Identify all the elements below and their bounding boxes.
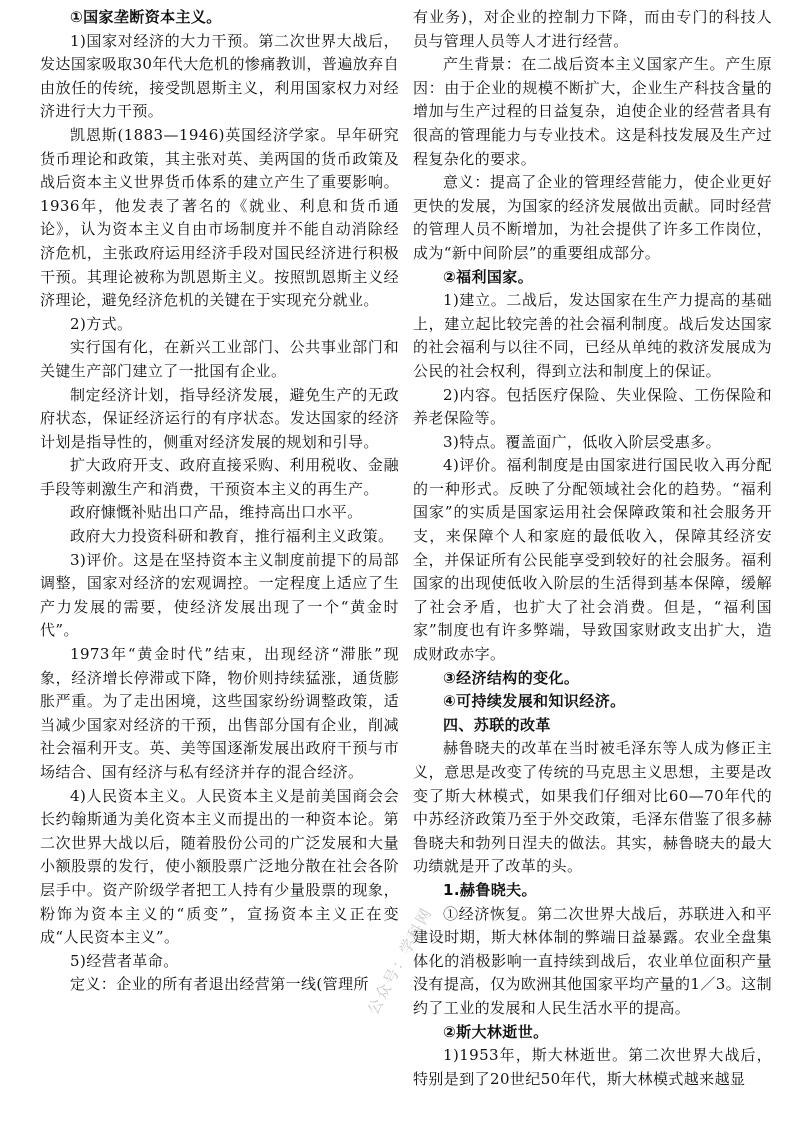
- paragraph: 5)经营者革命。: [70, 951, 179, 970]
- section-heading: 1.赫鲁晓夫。: [443, 880, 537, 899]
- paragraph: 制定经济计划，指导经济发展，避免生产的无政府状态，保证经济运行的有序状态。发达国家的经济计划是指导性的，侧重对经济发展的规划和引导。: [40, 385, 399, 451]
- paragraph: 政府大力投资科研和教育，推行福利主义政策。: [70, 527, 394, 546]
- paragraph: 有业务)，对企业的控制力下降，而由专门的科技人员与管理人员等人才进行经营。: [413, 8, 772, 50]
- paragraph: 3)评价。这是在坚持资本主义制度前提下的局部调整，国家对经济的宏观调控。一定程度上适应了生产力发展的需要，使经济发展出现了一个“黄金时代”。: [40, 550, 399, 640]
- paragraph: 产生背景：在二战后资本主义国家产生。产生原因：由于企业的规模不断扩大，企业生产科技含量的增加与生产过程的日益复杂，迫使企业的经营者具有很高的管理能力与专业技术。这是科技发展及生产过程复杂化的要求。: [413, 55, 772, 168]
- paragraph: 1973年“黄金时代”结束，出现经济“滞胀”现象，经济增长停滞或下降，物价则持续猛涨，通货膨胀严重。为了走出困境，这些国家纷纷调整政策，适当减少国家对经济的干预，出售部分国有企业，削减社会福利开支。英、美等国逐渐发展出政府干预与市场结合、国有经济与私有经济并存的混合经济。: [40, 645, 399, 781]
- paragraph: 意义：提高了企业的管理经营能力，使企业更好更快的发展，为国家的经济发展做出贡献。同时经营的管理人员不断增加，为社会提供了许多工作岗位，成为“新中间阶层”的重要组成部分。: [413, 173, 772, 262]
- section-heading: ①国家垄断资本主义。: [70, 8, 222, 26]
- paragraph: 2)内容。包括医疗保险、失业保险、工伤保险和养老保险等。: [413, 385, 772, 428]
- paragraph: 4)人民资本主义。人民资本主义是前美国商会会长约翰斯通为美化资本主义而提出的一种资本论。第二次世界大战以后，随着股份公司的广泛发展和大量小额股票的发行，使小额股票广泛地分散在社会各阶层手中。资产阶级学者把工人持有少量股票的现象，粉饰为资本主义的“质变”，宣扬资本主义正在变成“人民资本主义”。: [40, 786, 399, 947]
- paragraph: 4)评价。福利制度是由国家进行国民收入再分配的一种形式。反映了分配领域社会化的趋势。“福利国家”的实质是国家运用社会保障政策和社会服务开支，来保障个人和家庭的最低收入，保障其经济安全，并保证所有公民能享受到较好的社会服务。福利国家的出现使低收入阶层的生活得到基本保障，缓解了社会矛盾，也扩大了社会消费。但是，“福利国家”制度也有许多弊端，导致国家财政支出扩大，造成财政赤字。: [413, 456, 772, 664]
- paragraph: 1)1953年，斯大林逝世。第二次世界大战后，特别是到了20世纪50年代，斯大林模式越来越显: [413, 1046, 772, 1088]
- left-column: [40, 6, 399, 1130]
- paragraph: 定义：企业的所有者退出经营第一线(管理所: [70, 975, 369, 994]
- paragraph: 1)国家对经济的大力干预。第二次世界大战后，发达国家吸取30年代大危机的惨痛教训，普遍放弃自由放任的传统，接受凯恩斯主义，利用国家权力对经济进行大力干预。: [40, 31, 399, 121]
- section-heading: ②斯大林逝世。: [443, 1022, 549, 1041]
- paragraph: 实行国有化，在新兴工业部门、公共事业部门和关键生产部门建立了一批国有企业。: [40, 338, 399, 380]
- paragraph: 赫鲁晓夫的改革在当时被毛泽东等人成为修正主义，意思是改变了传统的马克思主义思想，主要是改变了斯大林模式，如果我们仔细对比60—70年代的中苏经济政策乃至于外交政策，毛泽东借鉴了很多赫鲁晓夫和勃列日涅夫的做法。其实，赫鲁晓夫的最大功绩就是开了改革的头。: [413, 739, 772, 876]
- paragraph: 政府慷慨补贴出口产品，维持高出口水平。: [70, 503, 363, 522]
- watermark-stamp: 公众号：学科网: [364, 903, 436, 1018]
- paragraph: 凯恩斯(1883—1946)英国经济学家。早年研究货币理论和政策，其主张对英、美两国的货币政策及战后资本主义世界货币体系的建立产生了重要影响。1936年，他发表了著名的《就业、利息和货币通论》，认为资本主义自由市场制度并不能自动消除经济危机，主张政府运用经济手段对国民经济进行积极干预。其理论被称为凯恩斯主义。按照凯恩斯主义经济理论，避免经济危机的关键在于实现充分就业。: [40, 125, 399, 310]
- paragraph: ①经济恢复。第二次世界大战后，苏联进入和平建设时期，斯大林体制的弊端日益暴露。农业全盘集体化的消极影响一直持续到战后，农业单位面积产量没有提高，仅为欧洲其他国家平均产量的1／3。这制约了工业的发展和人民生活水平的提高。: [413, 904, 772, 1017]
- paragraph: 2)方式。: [70, 314, 133, 333]
- right-column: [413, 6, 772, 1130]
- section-heading: ④可持续发展和知识经济。: [443, 692, 626, 711]
- section-heading: ③经济结构的变化。: [443, 668, 580, 687]
- section-heading: 四、苏联的改革: [443, 715, 551, 734]
- paragraph: 3)特点。覆盖面广，低收入阶层受惠多。: [443, 432, 721, 451]
- paragraph: 1)建立。二战后，发达国家在生产力提高的基础上，建立起比较完善的社会福利制度。战后发达国家的社会福利与以往不同，已经从单纯的救济发展成为公民的社会权利，得到立法和制度上的保证。: [413, 291, 772, 380]
- section-heading: ②福利国家。: [443, 267, 534, 286]
- paragraph: 扩大政府开支、政府直接采购、利用税收、金融手段等刺激生产和消费，干预资本主义的再生产。: [40, 456, 399, 498]
